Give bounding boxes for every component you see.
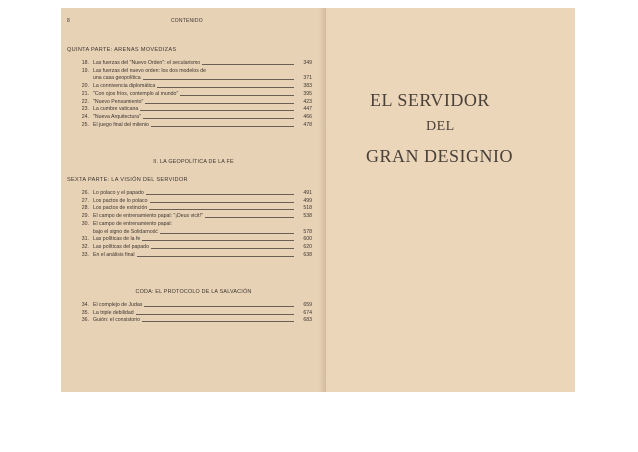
toc-entry-title: La connivencia diplomática: [93, 83, 156, 90]
toc-entry: [77, 75, 312, 82]
toc-entry: [77, 244, 312, 251]
toc-leader-line: [151, 248, 294, 249]
toc-entry-page: 518: [303, 205, 312, 212]
toc-entry-title: "Nueva Arquitectura": [93, 113, 141, 120]
toc-leader-line: [142, 321, 294, 322]
toc-entry-title: Lo polaco y el papado: [93, 190, 144, 196]
toc-entry: [77, 106, 312, 113]
toc-entry-page: 383: [303, 83, 312, 90]
toc-entry-number: 34.: [81, 302, 89, 308]
toc-entry-page: 499: [303, 197, 312, 204]
toc-leader-line: [143, 79, 294, 80]
toc-entry-title: Los pactos de lo polaco: [93, 197, 148, 204]
toc-leader-line: [136, 314, 294, 315]
part-heading-geopolitica: II. LA GEOPOLÍTICA DE LA FE: [153, 159, 234, 165]
toc-entry-page: 423: [303, 98, 312, 105]
toc-entry-number: 19.: [81, 67, 89, 74]
toc-entry-page: 447: [303, 106, 312, 113]
toc-entry-number: 31.: [81, 236, 89, 243]
title-line-3: GRAN DESIGNIO: [366, 146, 513, 166]
toc-leader-line: [146, 194, 294, 195]
toc-entry-title: La triple debilidad: [93, 309, 134, 316]
toc-entry: [77, 83, 312, 90]
toc-leader-line: [151, 126, 294, 127]
toc-entry-number: 25.: [81, 121, 89, 128]
toc-leader-line: [205, 217, 294, 218]
title-line-2: DEL: [426, 119, 455, 134]
toc-entry-number: 23.: [81, 106, 89, 113]
toc-entry-title: El juego final del milenio: [93, 121, 149, 128]
toc-entry: [77, 190, 312, 197]
toc-entry-page: 674: [303, 309, 312, 316]
toc-entry-number: 26.: [81, 190, 89, 196]
toc-entry-page: 600: [303, 236, 312, 243]
toc-entry: [77, 213, 312, 220]
toc-leader-line: [150, 202, 294, 203]
toc-entry-page: 538: [303, 213, 312, 220]
page-number: 8: [67, 18, 70, 24]
toc-entry-title: Las fuerzas del nuevo orden: los dos modelos de: [93, 67, 207, 74]
toc-entry-title: El campo de entrenamiento papal:: [93, 220, 173, 227]
toc-leader-line: [140, 110, 294, 111]
toc-entry-page: 371: [303, 75, 312, 82]
toc-entry-title: bajo el signo de Solidarność: [93, 228, 158, 235]
toc-entry-number: 33.: [81, 251, 89, 258]
toc-entry-page: 466: [303, 113, 312, 120]
toc-entry-number: 36.: [81, 317, 89, 324]
toc-entry-title: La cumbre vaticana: [93, 106, 139, 113]
toc-entry-page: 349: [303, 60, 312, 66]
toc-entry: [77, 310, 312, 317]
toc-entry: [77, 302, 312, 309]
toc-entry-number: 29.: [81, 213, 89, 220]
toc-entry: [77, 99, 312, 106]
toc-entry: [77, 236, 312, 243]
toc-entry-number: 32.: [81, 243, 89, 250]
toc-entry-number: 20.: [81, 83, 89, 90]
toc-entry: [77, 122, 312, 129]
toc-entry-page: 620: [303, 243, 312, 250]
toc-entry-page: 395: [303, 90, 312, 97]
toc-entry-page: 659: [303, 302, 312, 308]
toc-entry-number: 35.: [81, 309, 89, 316]
toc-entry: [77, 198, 312, 205]
toc-entry-number: 24.: [81, 113, 89, 120]
toc-leader-line: [157, 87, 294, 88]
toc-entry-page: 683: [303, 317, 312, 324]
toc-leader-line: [202, 64, 294, 65]
toc-entry: [77, 205, 312, 212]
toc-entry-number: 22.: [81, 98, 89, 105]
title-line-1: EL SERVIDOR: [370, 90, 490, 110]
running-header: CONTENIDO: [171, 18, 203, 24]
toc-entry-title: Las políticas de la fe: [93, 236, 141, 243]
toc-entry-number: 28.: [81, 205, 89, 212]
toc-entry-page: 478: [303, 121, 312, 128]
toc-entry-title: El campo de entrenamiento papal: "¡Deus vicit!": [93, 213, 203, 220]
toc-entry-number: 21.: [81, 90, 89, 97]
toc-entry-title: Guión: el consistorio: [93, 317, 140, 324]
toc-entry-title: Los pactos de extinción: [93, 205, 148, 212]
toc-entry-title: En el análisis final: [93, 251, 135, 258]
toc-entry-title: Las fuerzas del "Nuevo Orden": el secularismo: [93, 60, 201, 66]
toc-entry-title: "Nuevo Pensamiento": [93, 98, 144, 105]
toc-leader-line: [180, 95, 294, 96]
toc-leader-line: [144, 306, 294, 307]
toc-entry-title: "Con ojos fríos, contemplo al mundo": [93, 90, 179, 97]
toc-leader-line: [142, 240, 294, 241]
toc-entry-page: 491: [303, 190, 312, 196]
toc-entry: [77, 68, 312, 75]
section-heading-quinta: QUINTA PARTE: ARENAS MOVEDIZAS: [67, 47, 177, 53]
section-heading-sexta: SEXTA PARTE: LA VISIÓN DEL SERVIDOR: [67, 177, 188, 183]
toc-entry: [77, 317, 312, 324]
toc-leader-line: [160, 233, 294, 234]
toc-entry-number: 27.: [81, 197, 89, 204]
toc-entry: [77, 221, 312, 228]
left-page: [61, 8, 326, 392]
toc-leader-line: [143, 118, 294, 119]
toc-entry: [77, 229, 312, 236]
toc-entry-title: El complejo de Judas: [93, 302, 143, 308]
toc-leader-line: [145, 103, 294, 104]
toc-entry: [77, 252, 312, 259]
book-spread: [61, 8, 575, 392]
toc-entry: [77, 91, 312, 98]
toc-entry: [77, 60, 312, 67]
toc-leader-line: [137, 256, 294, 257]
toc-entry-title: Las políticas del papado: [93, 243, 149, 250]
toc-entry-title: una casa geopolítica: [93, 75, 141, 82]
toc-entry-number: 18.: [81, 60, 89, 66]
right-page: [326, 8, 575, 392]
toc-entry-page: 638: [303, 251, 312, 258]
toc-entry-number: 30.: [81, 220, 89, 227]
toc-leader-line: [149, 209, 294, 210]
toc-entry-page: 578: [303, 228, 312, 235]
toc-entry: [77, 114, 312, 121]
section-heading-coda: CODA: EL PROTOCOLO DE LA SALVACIÓN: [135, 289, 252, 295]
